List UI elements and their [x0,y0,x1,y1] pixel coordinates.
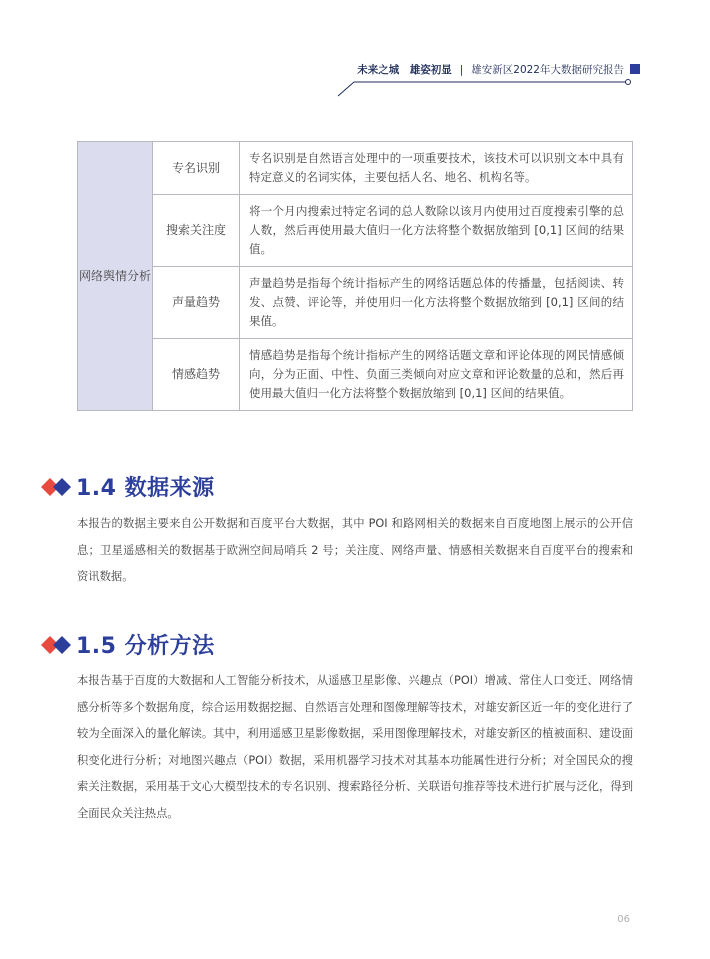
table-row [78,339,633,411]
definition-cell: 情感趋势是指每个统计指标产生的网络话题文章和评论体现的网民情感倾向，分为正面、中性、负面三类倾向对应文章和评论数量的总和，然后再使用最大值归一化方法将整个数据放缩到 [0,1] 区间的结果值。 [240,339,633,411]
diamond-bullet-icon [40,477,74,497]
header-square-icon [630,64,640,74]
term-cell: 专名识别 [153,142,240,195]
table-row [78,195,633,267]
section-body: 本报告基于百度的大数据和人工智能分析技术，从遥感卫星影像、兴趣点（POI）增减、常住人口变迁、网络情感分析等多个数据角度，综合运用数据挖掘、自然语言处理和图像理解等技术，对雄安新区近一年的变化进行了较为全面深入的量化解读。其中，利用遥感卫星影像数据，采用图像理解技术，对雄安新区的植被面积、建设面积变化进行分析；对地图兴趣点（POI）数据，采用机器学习技术对其基本功能属性进行分析；对全国民众的搜索关注数据，采用基于文心大模型技术的专名识别、搜索路径分析、关联语句推荐等技术进行扩展与泛化，得到全面民众关注热点。 [77,674,633,820]
section-body: 本报告的数据主要来自公开数据和百度平台大数据，其中 POI 和路网相关的数据来自百度地图上展示的公开信息；卫星遥感相关的数据基于欧洲空间局哨兵 2 号；关注度、网络声量、情感相关数据来自百度平台的搜索和资讯数据。 [77,517,633,583]
term-cell: 情感趋势 [153,339,240,411]
section-heading [40,471,215,502]
term-cell: 声量趋势 [153,267,240,339]
category-cell: 网络舆情分析 [78,142,153,411]
section-title: 1.4 数据来源 [76,476,215,501]
definition-cell: 专名识别是自然语言处理中的一项重要技术，该技术可以识别文本中具有特定意义的名词实体，主要包括人名、地名、机构名等。 [240,142,633,195]
definition-cell: 声量趋势是指每个统计指标产生的网络话题总体的传播量，包括阅读、转发、点赞、评论等，并使用归一化方法将整个数据放缩到 [0,1] 区间的结果值。 [240,267,633,339]
section-heading [40,629,215,660]
definition-table [77,141,633,411]
term-cell: 搜索关注度 [153,195,240,267]
definition-cell: 将一个月内搜索过特定名词的总人数除以该月内使用过百度搜索引擎的总人数，然后再使用最大值归一化方法将整个数据放缩到 [0,1] 区间的结果值。 [240,195,633,267]
table-row [78,267,633,339]
header-separator: | [459,63,464,76]
header-brand: 未来之城 雄姿初显 [357,64,452,76]
diamond-bullet-icon [40,635,74,655]
header-report-title: 雄安新区2022年大数据研究报告 [471,64,624,76]
page-number: 06 [617,914,630,925]
table-row [78,142,633,195]
section-title: 1.5 分析方法 [76,634,215,659]
header-rule [336,74,636,98]
